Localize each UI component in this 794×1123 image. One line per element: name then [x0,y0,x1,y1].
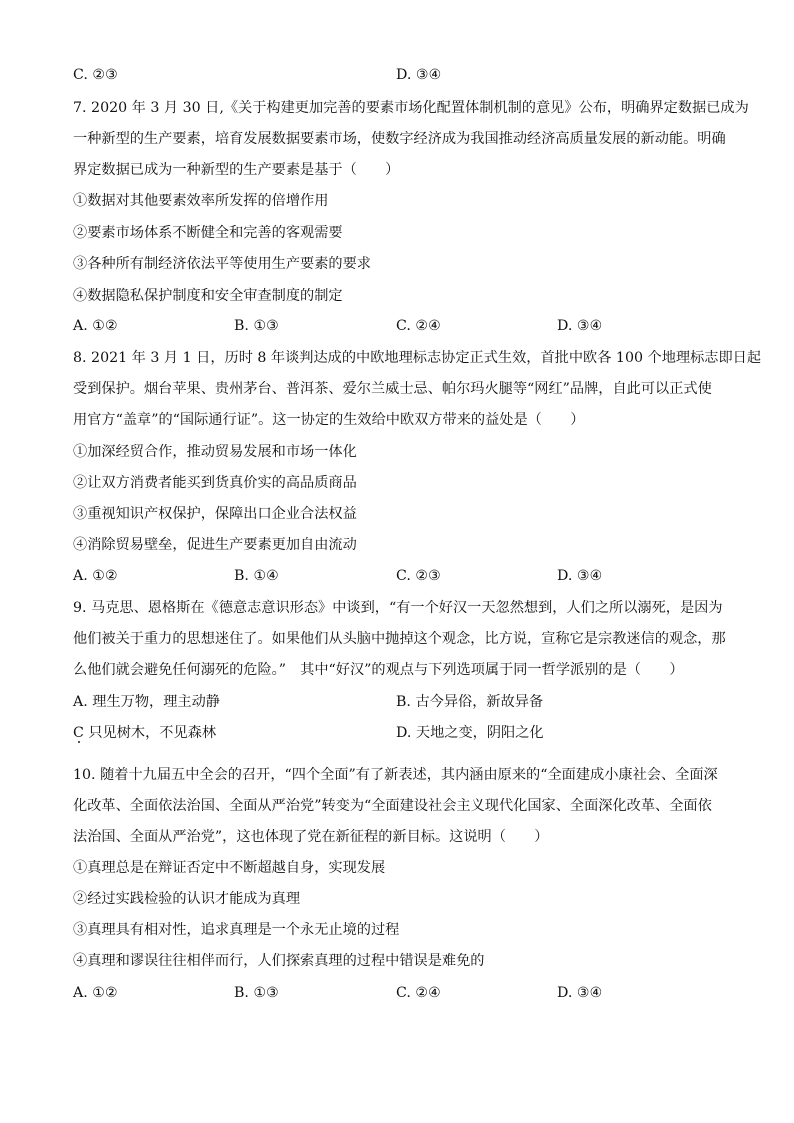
q8-stem-line3: 用官方“盖章”的“国际通行证”。这一协定的生效给中欧双方带来的益处是（ ） [73,412,585,428]
q9-stem-line3: 么他们就会避免任何溺死的危险。” 其中“好汉”的观点与下列选项属于同一哲学派别的是（ ） [73,662,684,678]
q10-item-3: ③真理具有相对性，追求真理是一个永无止境的过程 [73,922,400,938]
q8-item-3: ③重视知识产权保护，保障出口企业合法权益 [73,506,357,522]
stray-dot-mark [78,741,80,743]
q8-stem-line2: 受到保护。烟台苹果、贵州茅台、普洱茶、爱尔兰威士忌、帕尔玛火腿等“网红”品牌，自此可以正式使 [73,381,712,397]
q7-stem-line2: 一种新型的生产要素，培育发展数据要素市场，使数字经济成为我国推动经济高质量发展的新动能。明确 [73,131,726,147]
q7-option-d: D. ③④ [557,318,603,334]
q8-option-b: B. ①④ [234,568,279,584]
q9-option-a: A. 理生万物，理主动静 [73,694,220,710]
q8-option-a: A. ①② [73,568,118,584]
q10-stem-line1: 10. 随着十九届五中全会的召开，“四个全面”有了新表述，其内涵由原来的“全面建成小康社会、全面深 [73,767,718,783]
q10-option-a: A. ①② [73,985,118,1001]
q7-item-3: ③各种所有制经济依法平等使用生产要素的要求 [73,256,371,272]
q6-option-c: C. ②③ [73,67,118,83]
q9-option-c: C 只见树木，不见森林 [73,725,217,741]
q8-option-d: D. ③④ [557,568,603,584]
q7-item-4: ④数据隐私保护制度和安全审查制度的制定 [73,288,343,304]
q7-option-a: A. ①② [73,318,118,334]
q10-item-4: ④真理和谬误往往相伴而行，人们探索真理的过程中错误是难免的 [73,953,485,969]
q10-stem-line2: 化改革、全面依法治国、全面从严治党”转变为“全面建设社会主义现代化国家、全面深化改革、全面依 [73,798,712,814]
q9-option-b: B. 古今异俗，新故异备 [396,694,544,710]
q8-item-2: ②让双方消费者能买到货真价实的高品质商品 [73,475,357,491]
q8-option-c: C. ②③ [396,568,441,584]
q6-option-d: D. ③④ [396,67,442,83]
q7-item-2: ②要素市场体系不断健全和完善的客观需要 [73,225,343,241]
q10-option-c: C. ②④ [396,985,441,1001]
q10-option-b: B. ①③ [234,985,279,1001]
q10-item-1: ①真理总是在辩证否定中不断超越自身，实现发展 [73,860,386,876]
q7-stem-line1: 7. 2020 年 3 月 30 日,《关于构建更加完善的要素市场化配置体制机制的意见》公布，明确界定数据已成为 [73,100,749,116]
q8-stem-line1: 8. 2021 年 3 月 1 日，历时 8 年谈判达成的中欧地理标志协定正式生效，首批中欧各 100 个地理标志即日起 [73,350,762,366]
q8-item-1: ①加深经贸合作，推动贸易发展和市场一体化 [73,444,357,460]
q10-option-d: D. ③④ [557,985,603,1001]
q7-item-1: ①数据对其他要素效率所发挥的倍增作用 [73,193,329,209]
q10-item-2: ②经过实践检验的认识才能成为真理 [73,891,301,907]
q10-stem-line3: 法治国、全面从严治党”，这也体现了党在新征程的新目标。这说明（ ） [73,829,549,845]
q7-option-b: B. ①③ [234,318,279,334]
q9-option-d: D. 天地之变，阴阳之化 [396,725,544,741]
q7-option-c: C. ②④ [396,318,441,334]
q9-stem-line2: 他们被关于重力的思想迷住了。如果他们从头脑中抛掉这个观念，比方说，宣称它是宗教迷信的观念，那 [73,631,726,647]
q9-stem-line1: 9. 马克思、恩格斯在《德意志意识形态》中谈到，“有一个好汉一天忽然想到，人们之所以溺死，是因为 [73,600,723,616]
q8-item-4: ④消除贸易壁垒，促进生产要素更加自由流动 [73,537,357,553]
q7-stem-line3: 界定数据已成为一种新型的生产要素是基于（ ） [73,162,400,178]
